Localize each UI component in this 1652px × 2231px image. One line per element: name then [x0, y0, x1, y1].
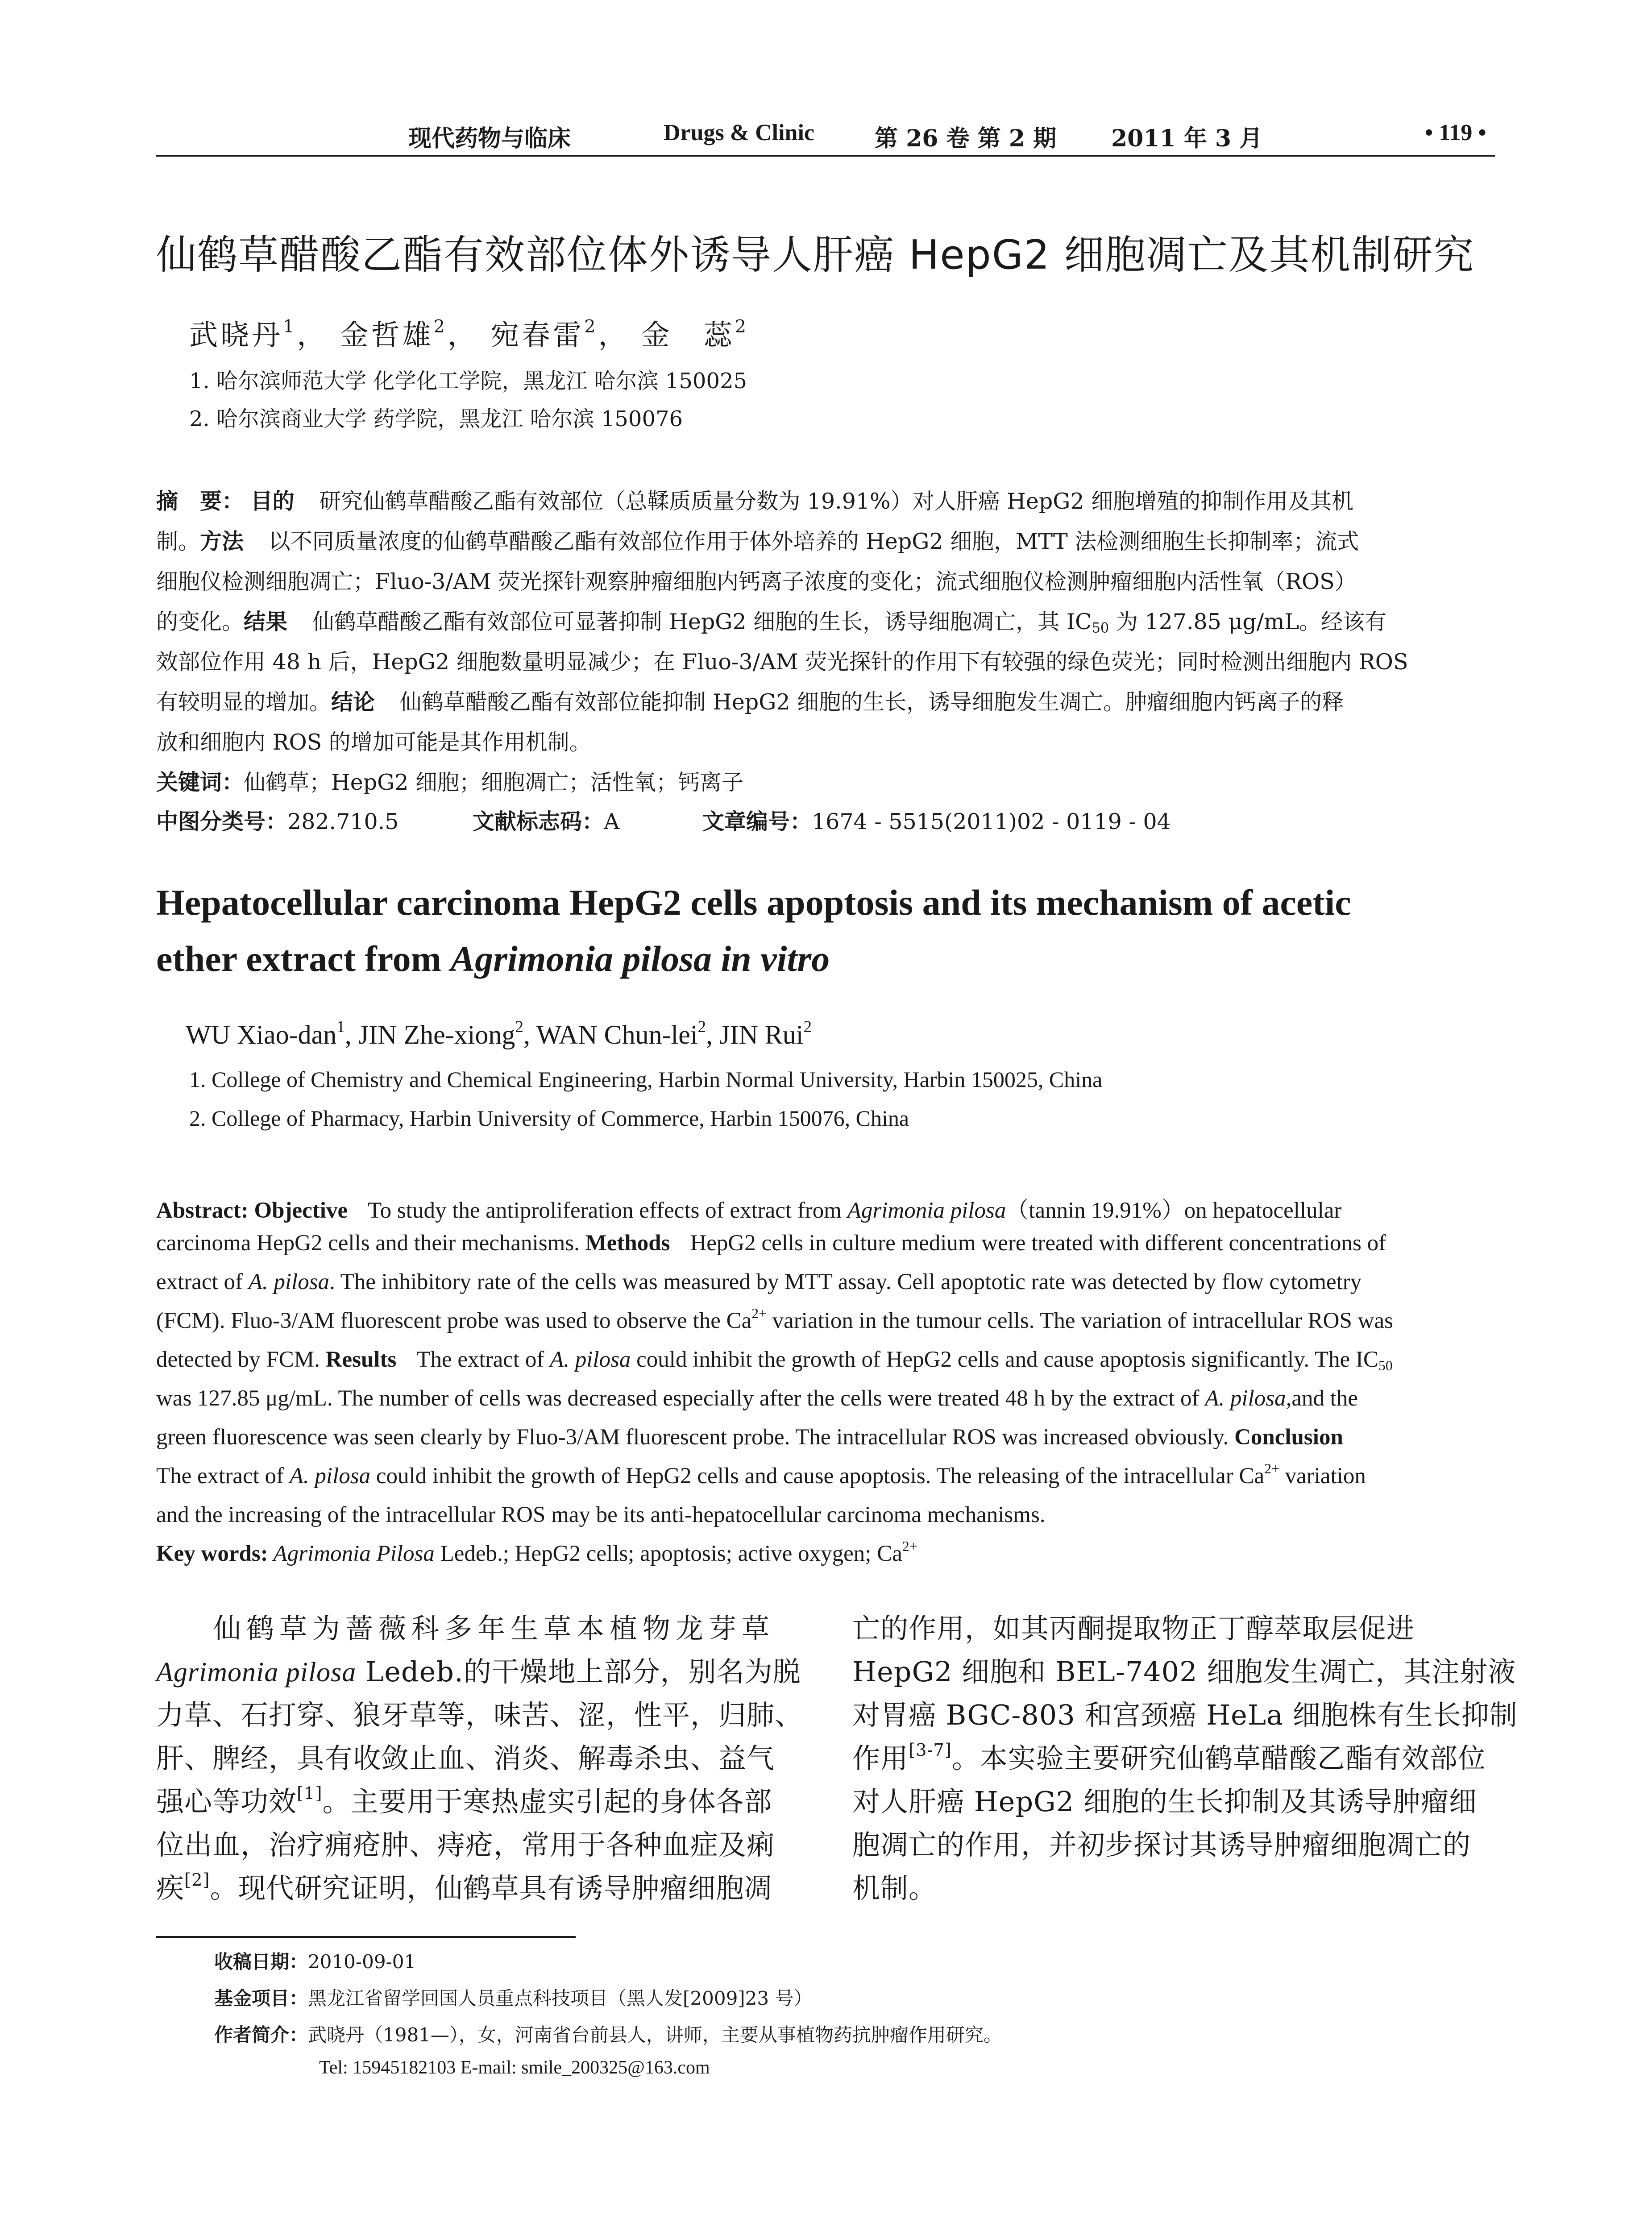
affiliation-cn: 2. 哈尔滨商业大学 药学院，黑龙江 哈尔滨 150076 [189, 406, 683, 431]
body-left-line: 强心等功效[1]。主要用于寒热虚实引起的身体各部 [156, 1783, 772, 1818]
authors-cn: 武晓丹$^1$， 金哲雄$^2$， 宛春雷$^2$， 金 蕊$^2$ [189, 316, 749, 352]
body-left-line: 位出血，治疗痈疮肿、痔疮，常用于各种血症及痢 [156, 1829, 775, 1861]
body-right-line: 亡的作用，如其丙酮提取物正丁醇萃取层促进 [852, 1612, 1415, 1645]
body-left-line: 仙鹤草为蔷薇科多年生草本植物龙芽草 [213, 1612, 775, 1645]
journal-name-cn: 现代药物与临床 [408, 125, 571, 152]
body-right-line: 对胃癌 BGC-803 和宫颈癌 HeLa 细胞株有生长抑制 [852, 1699, 1518, 1731]
abstract-en-line: extract of A. pilosa. The inhibitory rate of the cells was measured by MTT assay. Cell apoptotic rate was detected by flow cytometry [156, 1269, 1362, 1294]
abstract-cn-line: 的变化。结果 仙鹤草醋酸乙酯有效部位可显著抑制 HepG2 细胞的生长，诱导细胞凋亡，其 $IC_{50}$ 为 127.85 μg/mL。经该有 [156, 609, 1387, 636]
body-left-line: 疾[2]。现代研究证明，仙鹤草具有诱导肿瘤细胞凋 [156, 1870, 772, 1904]
body-left-line: 力草、石打穿、狼牙草等，味苦、涩，性平，归肺、 [156, 1699, 803, 1731]
abstract-cn-line: 制。方法 以不同质量浓度的仙鹤草醋酸乙酯有效部位作用于体外培养的 HepG2 细胞，MTT 法检测细胞生长抑制率；流式 [156, 529, 1359, 554]
title-cn: 仙鹤草醋酸乙酯有效部位体外诱导人肝癌 HepG2 细胞凋亡及其机制研究 [156, 232, 1475, 278]
abstract-en-line: carcinoma HepG2 cells and their mechanisms. Methods HepG2 cells in culture medium were treated with different concentrations of [156, 1231, 1386, 1256]
authors-en: WU Xiao-dan$^1$, JIN Zhe-xiong$^2$, WAN Chun-lei$^2$, JIN Rui$^2$ [186, 1017, 812, 1049]
affiliation-en: 2. College of Pharmacy, Harbin University of Commerce, Harbin 150076, China [189, 1106, 909, 1131]
abstract-en-line: green fluorescence was seen clearly by Fluo-3/AM fluorescent probe. The intracellular ROS was increased obviously. Conclusion [156, 1425, 1343, 1450]
author-cn: 武晓丹 [189, 319, 283, 352]
body-left-line: Agrimonia pilosa Ledeb.的干燥地上部分，别名为脱 [156, 1655, 801, 1688]
running-header [156, 120, 1495, 155]
abstract-en-line: (FCM). Fluo-3/AM fluorescent probe was used to observe the $Ca^{2+}$ variation in the tumour cells. The variation of intracellular ROS was [156, 1305, 1393, 1333]
issue-date: 2011 年 3 月 [1111, 125, 1263, 152]
abstract-en-line: and the increasing of the intracellular ROS may be its anti-hepatocellular carcinoma mechanisms. [156, 1502, 1046, 1527]
classification-cn: 中图分类号：282.710.5 文献标志码：A 文章编号：1674 - 5515(2011)02 - 0119 - 04 [156, 809, 1171, 834]
author-cn: 金哲雄 [340, 319, 434, 352]
abstract-cn-line: 有较明显的增加。结论 仙鹤草醋酸乙酯有效部位能抑制 HepG2 细胞的生长，诱导细胞发生凋亡。肿瘤细胞内钙离子的释 [156, 689, 1344, 715]
footnote-fund: 基金项目：黑龙江省留学回国人员重点科技项目（黑人发[2009]23 号） [214, 1987, 813, 2009]
volume-issue: 第 26 卷 第 2 期 [875, 125, 1057, 152]
abstract-cn-line: 放和细胞内 ROS 的增加可能是其作用机制。 [156, 730, 591, 755]
keywords-cn: 关键词：仙鹤草；HepG2 细胞；细胞凋亡；活性氧；钙离子 [156, 770, 744, 795]
title-en: Hepatocellular carcinoma HepG2 cells apoptosis and its mechanism of acetic ether extract from Agrimonia pilosa in vitro [156, 882, 1351, 979]
body-right-line: 对人肝癌 HepG2 细胞的生长抑制及其诱导肿瘤细 [852, 1785, 1477, 1818]
author-cn: 宛春雷 [490, 319, 585, 352]
affiliation-en: 1. College of Chemistry and Chemical Engineering, Harbin Normal University, Harbin 150025, China [189, 1067, 1103, 1092]
abstract-en-line: The extract of A. pilosa could inhibit the growth of HepG2 cells and cause apoptosis. The releasing of the intracellular $Ca^{2+}$ variation [156, 1460, 1366, 1489]
abstract-cn-line: 摘 要： 目的 研究仙鹤草醋酸乙酯有效部位（总鞣质质量分数为 19.91%）对人肝癌 HepG2 细胞增殖的抑制作用及其机 [156, 489, 1354, 514]
affiliation-cn: 1. 哈尔滨师范大学 化学化工学院，黑龙江 哈尔滨 150025 [189, 369, 747, 394]
header-rule [156, 155, 1495, 157]
keywords-en: Key words: Agrimonia Pilosa Ledeb.; HepG2 cells; apoptosis; active oxygen; $Ca^{2+}$ [156, 1538, 917, 1566]
author-cn: 金 蕊 [641, 319, 735, 352]
journal-name-en: Drugs & Clinic [664, 120, 814, 145]
abstract-cn-line: 效部位作用 48 h 后，HepG2 细胞数量明显减少；在 Fluo-3/AM 荧光探针的作用下有较强的绿色荧光；同时检测出细胞内 ROS [156, 649, 1408, 675]
footnote-rule [156, 1936, 576, 1938]
abstract-en-line: Abstract: Objective To study the antiproliferation effects of extract from Agrimonia pilosa（tannin 19.91%）on hepatocellular [156, 1198, 1342, 1223]
body-left-line: 肝、脾经，具有收敛止血、消炎、解毒杀虫、益气 [156, 1742, 775, 1775]
body-right-line: 作用[3-7]。本实验主要研究仙鹤草醋酸乙酯有效部位 [852, 1740, 1486, 1775]
abstract-en-line: detected by FCM. Results The extract of A. pilosa could inhibit the growth of HepG2 cells and cause apoptosis significantly. The $IC_{50}$ [156, 1347, 1393, 1373]
footnote-contact: Tel: 15945182103 E-mail: smile_200325@163.com [319, 2057, 710, 2078]
body-right-line: HepG2 细胞和 BEL-7402 细胞发生凋亡，其注射液 [852, 1655, 1516, 1688]
body-right-line: 机制。 [852, 1872, 937, 1904]
footnote-received: 收稿日期：2010-09-01 [214, 1951, 416, 1973]
abstract-en-line: was 127.85 μg/mL. The number of cells was decreased especially after the cells were treated 48 h by the extract of A. pilosa,and the [156, 1386, 1358, 1411]
body-right-line: 胞凋亡的作用，并初步探讨其诱导肿瘤细胞凋亡的 [852, 1829, 1471, 1861]
footnote-bio: 作者简介：武晓丹（1981—），女，河南省台前县人，讲师，主要从事植物药抗肿瘤作用研究。 [214, 2024, 1002, 2046]
page-number: • 119 • [1425, 120, 1486, 145]
abstract-cn-line: 细胞仪检测细胞凋亡；Fluo-3/AM 荧光探针观察肿瘤细胞内钙离子浓度的变化；流式细胞仪检测肿瘤细胞内活性氧（ROS） [156, 569, 1357, 594]
